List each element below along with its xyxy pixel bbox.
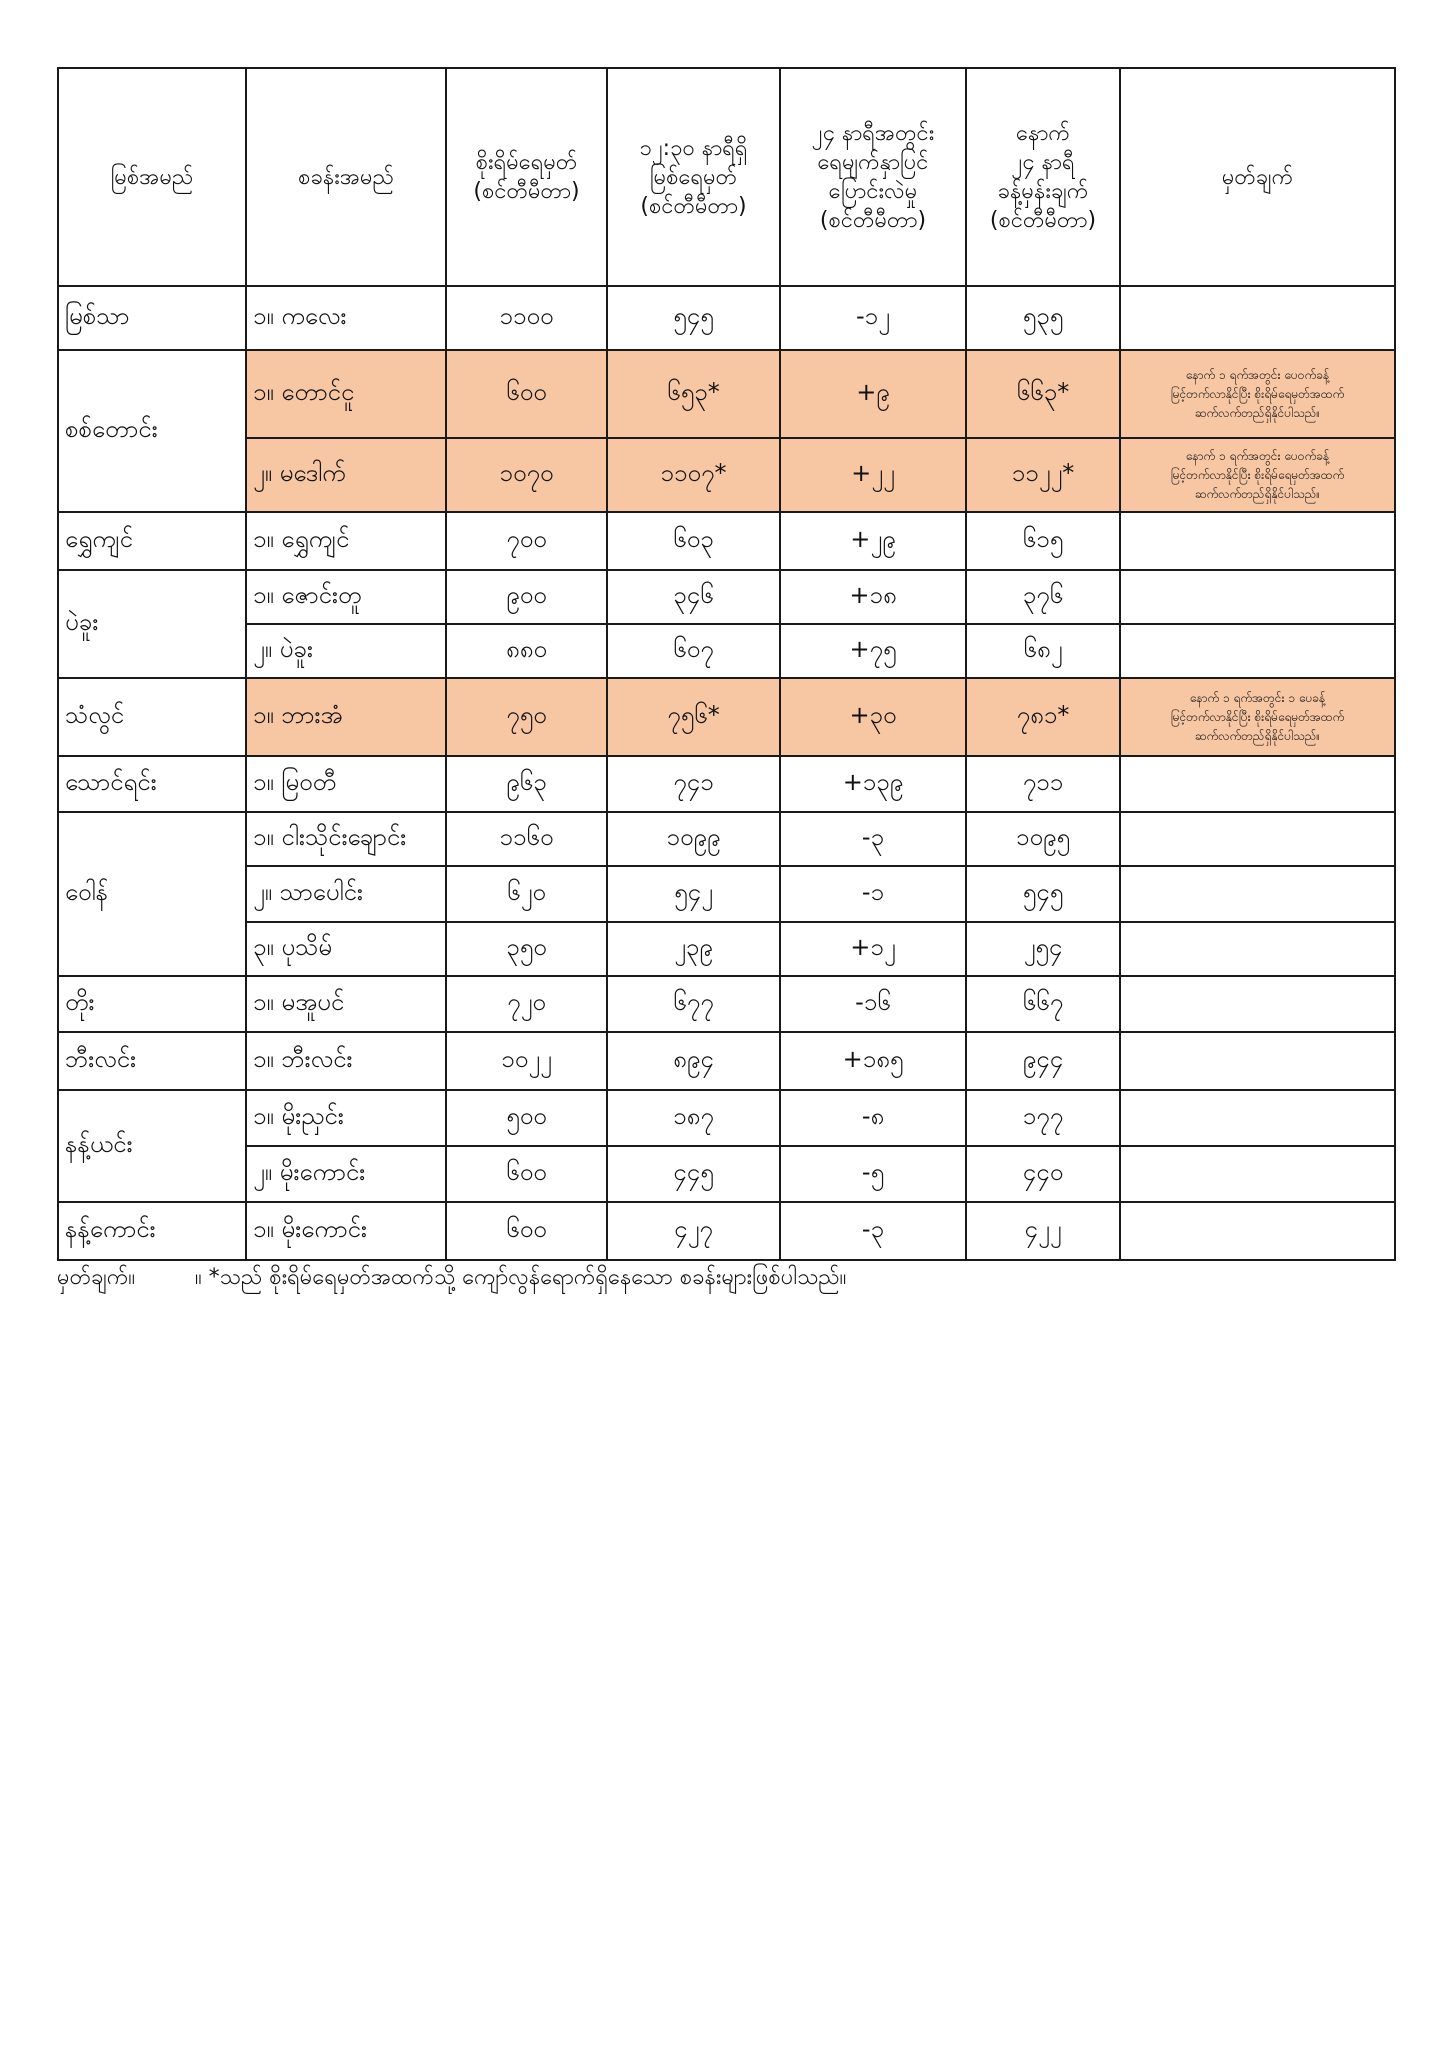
header-remarks: မှတ်ချက် (1120, 68, 1395, 286)
station-name: ၁။ မိုးညှင်း (246, 1090, 446, 1146)
station-name: ၁။ တောင်ငူ (246, 350, 446, 438)
level-change: -၁ (780, 866, 966, 922)
river-name: စစ်တောင်း (58, 350, 246, 512)
river-name: သောင်ရင်း (58, 756, 246, 812)
forecast-level: ၁၇၇ (966, 1090, 1120, 1146)
level-change: -၁၆ (780, 976, 966, 1032)
remark (1120, 922, 1395, 976)
header-row (58, 68, 1395, 286)
forecast-level: ၁၁၂၂* (966, 438, 1120, 512)
header-danger-level: စိုးရိမ်ရေမှတ် (စင်တီမီတာ) (446, 68, 607, 286)
danger-level: ၁၁၆၀ (446, 812, 607, 866)
level-change: +၇၅ (780, 624, 966, 678)
forecast-level: ၇၈၁* (966, 678, 1120, 756)
remark: နောက် ၁ ရက်အတွင်း ၁ ပေခန့် မြင့်တက်လာနိုင်ပြီး စိုးရိမ်ရေမှတ်အထက် ဆက်လက်တည်ရှိနိုင်ပါသည်။ (1120, 678, 1395, 756)
table-row (58, 1090, 1395, 1146)
table-row (58, 1146, 1395, 1202)
danger-level: ၃၅၀ (446, 922, 607, 976)
footnote-text: ။ *သည် စိုးရိမ်ရေမှတ်အထက်သို့ ကျော်လွန်ရောက်ရှိနေသော စခန်းများဖြစ်ပါသည်။ (195, 1265, 847, 1290)
level-change: +၂၂ (780, 438, 966, 512)
river-name: မြစ်သာ (58, 286, 246, 350)
danger-level: ၉၀၀ (446, 570, 607, 624)
level-change: +၁၂ (780, 922, 966, 976)
remark (1120, 812, 1395, 866)
forecast-level: ၆၆၃* (966, 350, 1120, 438)
table-row (58, 512, 1395, 570)
forecast-level: ၇၁၁ (966, 756, 1120, 812)
danger-level: ၆၂၀ (446, 866, 607, 922)
river-name: နန့်ကောင်း (58, 1202, 246, 1260)
forecast-level: ၄၂၂ (966, 1202, 1120, 1260)
forecast-level: ၉၄၄ (966, 1032, 1120, 1090)
remark (1120, 624, 1395, 678)
level-change: -၅ (780, 1146, 966, 1202)
station-name: ၁။ မြဝတီ (246, 756, 446, 812)
station-name: ၁။ ငါးသိုင်းချောင်း (246, 812, 446, 866)
danger-level: ၈၈၀ (446, 624, 607, 678)
current-level: ၁၀၉၉ (607, 812, 780, 866)
level-change: -၃ (780, 1202, 966, 1260)
table-row (58, 1032, 1395, 1090)
forecast-level: ၅၄၅ (966, 866, 1120, 922)
table-row (58, 438, 1395, 512)
river-name: ပဲခူး (58, 570, 246, 678)
remark (1120, 1032, 1395, 1090)
forecast-level: ၄၄၀ (966, 1146, 1120, 1202)
header-change-24h: ၂၄ နာရီအတွင်း ရေမျက်နှာပြင် ပြောင်းလဲမှု (စင်တီမီတာ) (780, 68, 966, 286)
forecast-level: ၆၆၇ (966, 976, 1120, 1032)
danger-level: ၁၀၂၂ (446, 1032, 607, 1090)
footnote-label: မှတ်ချက်။ (57, 1265, 136, 1290)
header-station: စခန်းအမည် (246, 68, 446, 286)
level-change: +၂၉ (780, 512, 966, 570)
current-level: ၆၅၃* (607, 350, 780, 438)
table-row (58, 976, 1395, 1032)
table-row (58, 678, 1395, 756)
river-name: ဝေါန် (58, 812, 246, 976)
current-level: ၁၁၀၇* (607, 438, 780, 512)
forecast-level: ၃၇၆ (966, 570, 1120, 624)
danger-level: ၁၀၇၀ (446, 438, 607, 512)
table-row (58, 286, 1395, 350)
table-row (58, 350, 1395, 438)
current-level: ၃၄၆ (607, 570, 780, 624)
remark (1120, 1146, 1395, 1202)
river-name: နန့်ယင်း (58, 1090, 246, 1202)
forecast-level: ၆၈၂ (966, 624, 1120, 678)
forecast-level: ၁၀၉၅ (966, 812, 1120, 866)
current-level: ၆၀၇ (607, 624, 780, 678)
station-name: ၁။ ကလေး (246, 286, 446, 350)
danger-level: ၆၀၀ (446, 1202, 607, 1260)
level-change: -၁၂ (780, 286, 966, 350)
river-name: သံလွင် (58, 678, 246, 756)
danger-level: ၅၀၀ (446, 1090, 607, 1146)
table-row (58, 756, 1395, 812)
forecast-level: ၅၃၅ (966, 286, 1120, 350)
current-level: ၅၄၅ (607, 286, 780, 350)
remark (1120, 976, 1395, 1032)
level-change: -၈ (780, 1090, 966, 1146)
remark (1120, 570, 1395, 624)
header-river: မြစ်အမည် (58, 68, 246, 286)
current-level: ၆၇၇ (607, 976, 780, 1032)
station-name: ၂။ ပဲခူး (246, 624, 446, 678)
station-name: ၃။ ပုသိမ် (246, 922, 446, 976)
header-forecast-24h: နောက် ၂၄ နာရီ ခန့်မှန်းချက် (စင်တီမီတာ) (966, 68, 1120, 286)
danger-level: ၆၀၀ (446, 350, 607, 438)
station-name: ၁။ မိုးကောင်း (246, 1202, 446, 1260)
current-level: ၄၄၅ (607, 1146, 780, 1202)
station-name: ၂။ မိုးကောင်း (246, 1146, 446, 1202)
current-level: ၇၅၆* (607, 678, 780, 756)
remark (1120, 1202, 1395, 1260)
river-name: တိုး (58, 976, 246, 1032)
danger-level: ၇၅၀ (446, 678, 607, 756)
current-level: ၄၂၇ (607, 1202, 780, 1260)
station-name: ၂။ သာပေါင်း (246, 866, 446, 922)
footnote (57, 1262, 1397, 1295)
danger-level: ၉၆၃ (446, 756, 607, 812)
level-change: +၃၀ (780, 678, 966, 756)
danger-level: ၆၀၀ (446, 1146, 607, 1202)
table-row (58, 1202, 1395, 1260)
river-name: ရွှေကျင် (58, 512, 246, 570)
level-change: +၁၃၉ (780, 756, 966, 812)
remark (1120, 1090, 1395, 1146)
remark (1120, 512, 1395, 570)
station-name: ၁။ ဘီးလင်း (246, 1032, 446, 1090)
remark: နောက် ၁ ရက်အတွင်း ပေ၀က်ခန့် မြင့်တက်လာနိုင်ပြီး စိုးရိမ်ရေမှတ်အထက် ဆက်လက်တည်ရှိနိုင်ပါသည်။ (1120, 350, 1395, 438)
station-name: ၂။ မဒေါက် (246, 438, 446, 512)
station-name: ၁။ ဇောင်းတူ (246, 570, 446, 624)
table-row (58, 812, 1395, 866)
station-name: ၁။ မအူပင် (246, 976, 446, 1032)
level-change: +၉ (780, 350, 966, 438)
header-current-level: ၁၂:၃၀ နာရီရှိ မြစ်ရေမှတ် (စင်တီမီတာ) (607, 68, 780, 286)
level-change: +၁၈၅ (780, 1032, 966, 1090)
remark (1120, 866, 1395, 922)
table-row (58, 866, 1395, 922)
remark (1120, 286, 1395, 350)
danger-level: ၇၀၀ (446, 512, 607, 570)
level-change: -၃ (780, 812, 966, 866)
table-row (58, 922, 1395, 976)
table-row (58, 570, 1395, 624)
current-level: ၂၃၉ (607, 922, 780, 976)
level-change: +၁၈ (780, 570, 966, 624)
current-level: ၇၄၁ (607, 756, 780, 812)
river-name: ဘီးလင်း (58, 1032, 246, 1090)
table-row (58, 624, 1395, 678)
remark: နောက် ၁ ရက်အတွင်း ပေ၀က်ခန့် မြင့်တက်လာနိုင်ပြီး စိုးရိမ်ရေမှတ်အထက် ဆက်လက်တည်ရှိနိုင်ပါသည်။ (1120, 438, 1395, 512)
current-level: ၁၈၇ (607, 1090, 780, 1146)
station-name: ၁။ ရွှေကျင် (246, 512, 446, 570)
current-level: ၅၄၂ (607, 866, 780, 922)
remark (1120, 756, 1395, 812)
forecast-level: ၂၅၄ (966, 922, 1120, 976)
danger-level: ၁၁၀၀ (446, 286, 607, 350)
forecast-level: ၆၁၅ (966, 512, 1120, 570)
river-level-table (57, 67, 1396, 1261)
current-level: ၆၀၃ (607, 512, 780, 570)
danger-level: ၇၂၀ (446, 976, 607, 1032)
current-level: ၈၉၄ (607, 1032, 780, 1090)
station-name: ၁။ ဘားအံ (246, 678, 446, 756)
